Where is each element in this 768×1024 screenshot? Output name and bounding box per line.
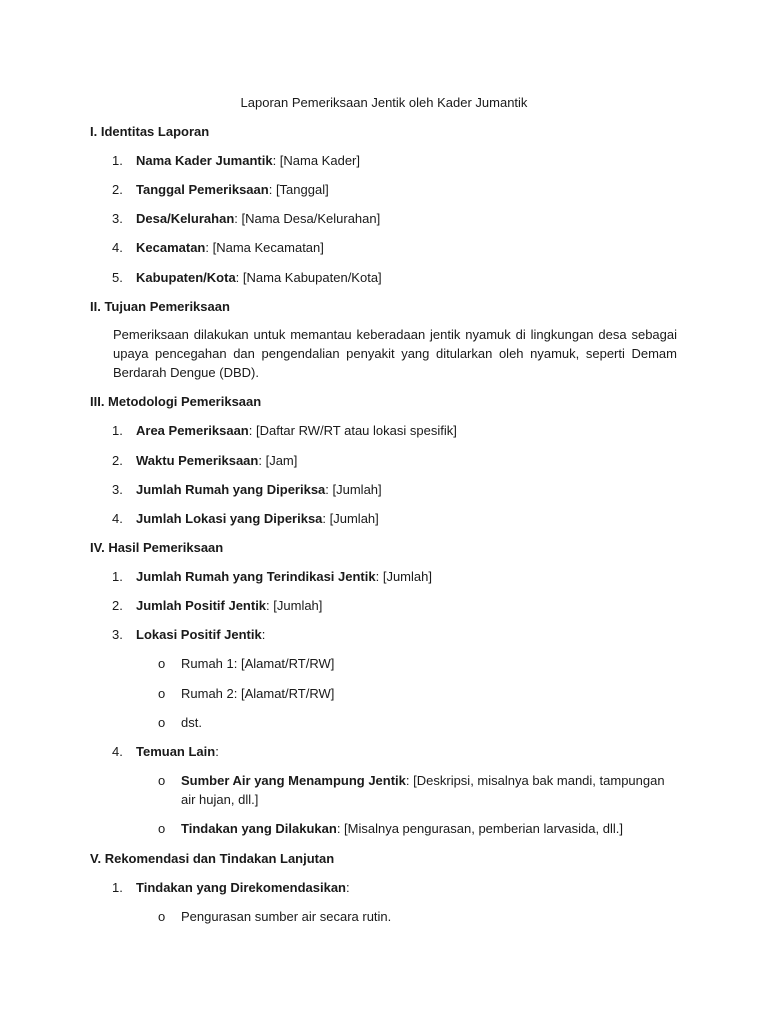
- list-value: : [Daftar RW/RT atau lokasi spesifik]: [248, 423, 457, 438]
- bullet-text: [181, 771, 678, 809]
- document-title: Laporan Pemeriksaan Jentik oleh Kader Jumantik: [240, 95, 528, 110]
- bullet-value: : [Misalnya pengurasan, pemberian larvasida, dll.]: [336, 821, 623, 836]
- list-label: Desa/Kelurahan: [136, 211, 235, 226]
- list-number: 4.: [112, 511, 123, 526]
- bullet-item: [158, 713, 678, 732]
- list-item: [112, 480, 682, 499]
- list-label: Jumlah Rumah yang Diperiksa: [136, 482, 326, 497]
- list-label: Kabupaten/Kota: [136, 270, 236, 285]
- bullet-label: Tindakan yang Dilakukan: [181, 821, 337, 836]
- list-item: [112, 567, 682, 586]
- bullet-text: Pengurasan sumber air secara rutin.: [181, 909, 392, 924]
- list-value: : [Jumlah]: [375, 569, 432, 584]
- bullet-marker: o: [158, 686, 166, 701]
- list-value: : [Nama Desa/Kelurahan]: [234, 211, 381, 226]
- bullet-text: Rumah 2: [Alamat/RT/RW]: [181, 686, 335, 701]
- bullet-label: Sumber Air yang Menampung Jentik: [181, 773, 406, 788]
- list-number: 2.: [112, 453, 123, 468]
- list-number: 3.: [112, 482, 123, 497]
- bullet-text: Rumah 1: [Alamat/RT/RW]: [181, 656, 335, 671]
- list-number: 4.: [112, 240, 123, 255]
- list-label: Tanggal Pemeriksaan: [136, 182, 269, 197]
- list-label: Area Pemeriksaan: [136, 423, 249, 438]
- list-label: Jumlah Rumah yang Terindikasi Jentik: [136, 569, 376, 584]
- bullet-value: : [Deskripsi, misalnya bak mandi, tampungan air hujan, dll.]: [181, 773, 665, 807]
- list-item: [112, 180, 682, 199]
- bullet-text: [181, 819, 678, 838]
- list-label: Lokasi Positif Jentik: [136, 627, 262, 642]
- list-number: 1.: [112, 153, 123, 168]
- bullet-item: [158, 907, 678, 926]
- bullet-item: [158, 819, 678, 838]
- list-value: :: [261, 627, 266, 642]
- list-item: [112, 151, 682, 170]
- list-value: : [Nama Kader]: [272, 153, 360, 168]
- section-paragraph: Pemeriksaan dilakukan untuk memantau keberadaan jentik nyamuk di lingkungan desa sebagai upaya pencegahan dan pengendalian penyakit yang ditularkan oleh nyamuk, seperti Demam Berdarah Dengue (DBD).: [113, 327, 677, 380]
- section-heading-hasil: IV. Hasil Pemeriksaan: [90, 540, 224, 555]
- list-item: [112, 451, 682, 470]
- list-item: [112, 625, 682, 644]
- list-item: [112, 238, 682, 257]
- list-value: : [Nama Kabupaten/Kota]: [235, 270, 382, 285]
- list-value: : [Jam]: [258, 453, 298, 468]
- list-number: 5.: [112, 270, 123, 285]
- bullet-marker: o: [158, 773, 166, 788]
- section-heading-metodologi: III. Metodologi Pemeriksaan: [90, 394, 262, 409]
- section-heading-rekomendasi: V. Rekomendasi dan Tindakan Lanjutan: [90, 851, 335, 866]
- list-number: 1.: [112, 880, 123, 895]
- list-value: : [Jumlah]: [325, 482, 382, 497]
- bullet-item: [158, 684, 678, 703]
- list-item: [112, 268, 682, 287]
- bullet-marker: o: [158, 821, 166, 836]
- list-value: : [Nama Kecamatan]: [205, 240, 324, 255]
- list-value: : [Jumlah]: [322, 511, 379, 526]
- bullet-item: [158, 771, 678, 809]
- bullet-item: [158, 654, 678, 673]
- list-number: 1.: [112, 423, 123, 438]
- list-number: 3.: [112, 627, 123, 642]
- bullet-text: dst.: [181, 715, 202, 730]
- list-number: 1.: [112, 569, 123, 584]
- list-label: Tindakan yang Direkomendasikan: [136, 880, 346, 895]
- list-label: Jumlah Lokasi yang Diperiksa: [136, 511, 323, 526]
- list-label: Jumlah Positif Jentik: [136, 598, 267, 613]
- list-item: [112, 596, 682, 615]
- list-value: : [Tanggal]: [268, 182, 329, 197]
- bullet-marker: o: [158, 909, 166, 924]
- list-item: [112, 878, 682, 897]
- list-number: 4.: [112, 744, 123, 759]
- list-label: Kecamatan: [136, 240, 206, 255]
- list-number: 2.: [112, 598, 123, 613]
- list-item: [112, 421, 682, 440]
- list-item: [112, 742, 682, 761]
- list-value: : [Jumlah]: [266, 598, 323, 613]
- list-number: 3.: [112, 211, 123, 226]
- list-item: [112, 509, 682, 528]
- list-label: Temuan Lain: [136, 744, 216, 759]
- list-item: [112, 209, 682, 228]
- list-label: Nama Kader Jumantik: [136, 153, 273, 168]
- list-value: :: [215, 744, 219, 759]
- section-heading-identitas: I. Identitas Laporan: [90, 124, 210, 139]
- section-heading-tujuan: II. Tujuan Pemeriksaan: [90, 299, 230, 314]
- list-value: :: [346, 880, 350, 895]
- bullet-marker: o: [158, 715, 166, 730]
- list-number: 2.: [112, 182, 123, 197]
- list-label: Waktu Pemeriksaan: [136, 453, 259, 468]
- bullet-marker: o: [158, 656, 166, 671]
